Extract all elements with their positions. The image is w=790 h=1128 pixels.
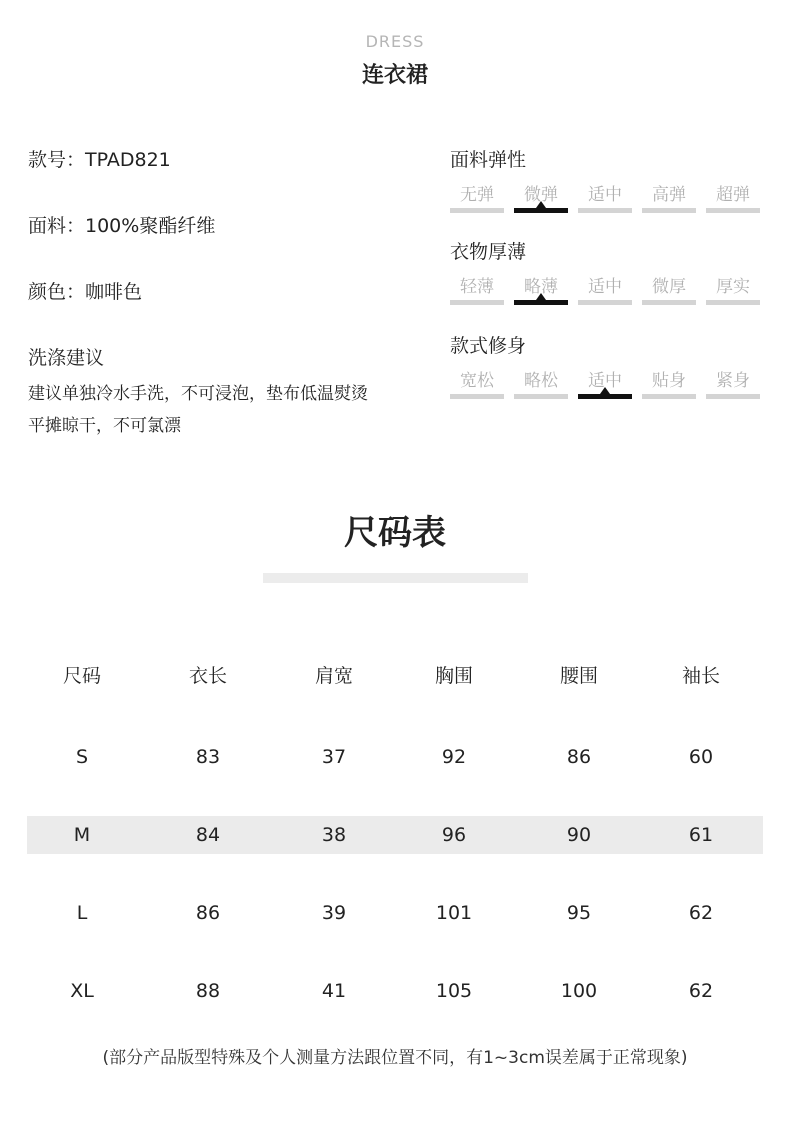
header-cell: 腰围 bbox=[559, 664, 598, 687]
scale-option-label: 紧身 bbox=[716, 371, 750, 391]
table-cell: 37 bbox=[321, 746, 347, 768]
scale-bar bbox=[706, 394, 760, 399]
scale-option-label: 贴身 bbox=[652, 371, 686, 391]
scale-option bbox=[706, 182, 760, 213]
scale-option-label: 厚实 bbox=[716, 277, 750, 297]
scale-fit bbox=[450, 331, 770, 399]
header-cell: 尺码 bbox=[62, 664, 101, 687]
color-info: 颜色：咖啡色 bbox=[28, 281, 143, 303]
size-label-cell: M bbox=[73, 824, 91, 846]
scale-bar bbox=[642, 300, 696, 305]
scale-option-label: 微弹 bbox=[524, 185, 558, 205]
header-cell: 肩宽 bbox=[314, 664, 353, 687]
table-cell: 39 bbox=[321, 902, 347, 924]
scale-title: 款式修身 bbox=[450, 335, 527, 357]
table-row bbox=[27, 738, 763, 776]
size-label-cell: XL bbox=[70, 980, 94, 1002]
scale-option bbox=[450, 182, 504, 213]
scale-options bbox=[450, 368, 770, 399]
scale-option bbox=[514, 182, 568, 213]
table-cell: 60 bbox=[688, 746, 714, 768]
scale-option bbox=[578, 182, 632, 213]
scale-bar bbox=[450, 300, 504, 305]
scale-option-label: 超弹 bbox=[716, 185, 750, 205]
table-cell: 101 bbox=[435, 902, 473, 924]
scale-option bbox=[578, 274, 632, 305]
table-cell: 61 bbox=[688, 824, 714, 846]
scale-option-label: 微厚 bbox=[652, 277, 686, 297]
selected-marker-icon bbox=[600, 387, 610, 394]
scale-option-label: 略松 bbox=[524, 371, 558, 391]
table-cell: 83 bbox=[195, 746, 221, 768]
style-number: 款号：TPAD821 bbox=[28, 149, 171, 171]
scale-bar bbox=[450, 208, 504, 213]
scale-bar bbox=[706, 300, 760, 305]
table-cell: 100 bbox=[560, 980, 598, 1002]
header-cell: 胸围 bbox=[434, 664, 473, 687]
table-cell: 38 bbox=[321, 824, 347, 846]
scale-option-label: 无弹 bbox=[460, 185, 494, 205]
scale-option bbox=[514, 368, 568, 399]
scale-bar-active bbox=[578, 394, 632, 399]
table-cell: 41 bbox=[321, 980, 347, 1002]
material: 面料：100%聚酯纤维 bbox=[28, 215, 216, 237]
scale-option bbox=[706, 274, 760, 305]
scale-bar-active bbox=[514, 208, 568, 213]
size-label-cell: L bbox=[76, 902, 88, 924]
table-cell: 96 bbox=[441, 824, 467, 846]
scale-options bbox=[450, 182, 770, 213]
scale-option bbox=[706, 368, 760, 399]
scale-option bbox=[642, 368, 696, 399]
scale-title: 衣物厚薄 bbox=[450, 241, 527, 263]
care-line: 平摊晾干，不可氯漂 bbox=[28, 416, 181, 436]
row-spacer bbox=[27, 932, 763, 972]
scale-bar bbox=[642, 394, 696, 399]
scale-bar bbox=[450, 394, 504, 399]
table-cell: 90 bbox=[566, 824, 592, 846]
scale-option bbox=[514, 274, 568, 305]
scale-bar bbox=[706, 208, 760, 213]
scale-bar bbox=[642, 208, 696, 213]
scale-option-label: 适中 bbox=[588, 371, 622, 391]
scale-option-label: 宽松 bbox=[460, 371, 494, 391]
scale-option-label: 适中 bbox=[588, 277, 622, 297]
selected-marker-icon bbox=[536, 201, 546, 208]
scale-option-label: 高弹 bbox=[652, 185, 686, 205]
row-spacer bbox=[27, 854, 763, 894]
scale-options bbox=[450, 274, 770, 305]
table-cell: 84 bbox=[195, 824, 221, 846]
row-spacer bbox=[27, 776, 763, 816]
size-label-cell: S bbox=[75, 746, 89, 768]
table-row bbox=[27, 894, 763, 932]
scale-bar bbox=[578, 300, 632, 305]
table-cell: 95 bbox=[566, 902, 592, 924]
scale-option bbox=[578, 368, 632, 399]
scale-thickness bbox=[450, 237, 770, 305]
table-cell: 92 bbox=[441, 746, 467, 768]
scale-bar bbox=[578, 208, 632, 213]
header-cell: 袖长 bbox=[681, 664, 720, 687]
scale-option-label: 轻薄 bbox=[460, 277, 494, 297]
table-cell: 105 bbox=[435, 980, 473, 1002]
size-chart-title: 尺码表 bbox=[344, 513, 446, 553]
table-row bbox=[27, 972, 763, 1010]
selected-marker-icon bbox=[536, 293, 546, 300]
scale-option bbox=[642, 182, 696, 213]
scale-option bbox=[642, 274, 696, 305]
care-instructions bbox=[28, 378, 418, 442]
page-title: 连衣裙 bbox=[361, 63, 428, 88]
scale-title: 面料弹性 bbox=[450, 149, 527, 171]
title-english: DRESS bbox=[365, 32, 425, 51]
scale-option-label: 适中 bbox=[588, 185, 622, 205]
table-cell: 62 bbox=[688, 980, 714, 1002]
scale-option bbox=[450, 274, 504, 305]
care-title: 洗涤建议 bbox=[28, 347, 105, 369]
title-underline bbox=[263, 573, 528, 583]
header-cell: 衣长 bbox=[188, 664, 227, 687]
scale-bar-active bbox=[514, 300, 568, 305]
scale-bar bbox=[514, 394, 568, 399]
table-cell: 86 bbox=[566, 746, 592, 768]
care-line: 建议单独冷水手洗，不可浸泡，垫布低温熨烫 bbox=[28, 384, 368, 404]
table-cell: 86 bbox=[195, 902, 221, 924]
table-cell: 62 bbox=[688, 902, 714, 924]
row-spacer bbox=[27, 698, 763, 738]
table-cell: 88 bbox=[195, 980, 221, 1002]
table-row bbox=[27, 816, 763, 854]
scale-option bbox=[450, 368, 504, 399]
scale-elasticity bbox=[450, 145, 770, 213]
size-table bbox=[27, 650, 763, 1010]
table-header bbox=[27, 650, 763, 698]
footnote: (部分产品版型特殊及个人测量方法跟位置不同，有1~3cm误差属于正常现象) bbox=[102, 1048, 688, 1068]
scale-option-label: 略薄 bbox=[524, 277, 558, 297]
table-body bbox=[27, 698, 763, 1010]
